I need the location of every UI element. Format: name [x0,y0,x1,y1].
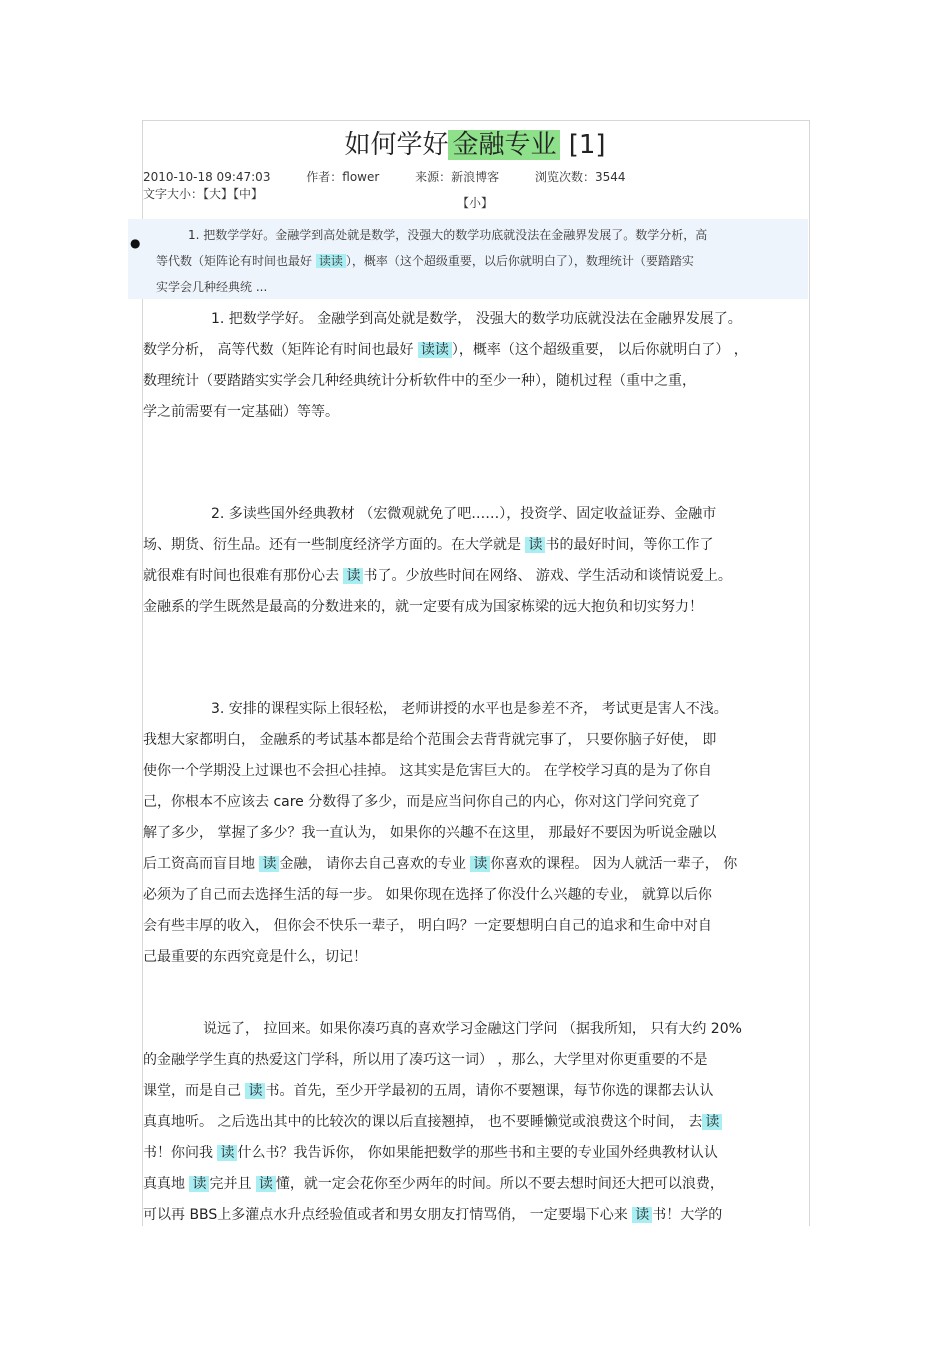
text-line: 己，你根本不应该去 care 分数得了多少，而是应当问你自己的内心，你对这门学问究竟了 [143,794,701,810]
text-run: 金融， 请你去自己喜欢的专业 [279,856,471,872]
text-run: 课堂，而是自己 [143,1083,246,1099]
text-line [143,1200,823,1231]
summary-line: 实学会几种经典统 ... [156,280,268,294]
text-line: 说远了， 拉回来。如果你凑巧真的喜欢学习金融这门学问 （据我所知， 只有大约 20% [203,1021,742,1037]
text-line: 数理统计（要踏踏实实学会几种经典统计分析软件中的至少一种），随机过程（重中之重， [143,373,696,389]
highlight: 读 [470,856,490,872]
text-line: 金融系的学生既然是最高的分数进来的，就一定要有成为国家栋梁的远大抱负和切实努力！ [143,599,703,615]
text-line [143,1138,823,1169]
summary-highlight: 读读 [316,254,346,268]
text-run: 真真地 [143,1176,190,1192]
text-run: 完并且 [209,1176,256,1192]
text-run: 你喜欢的课程。 因为人就活一辈子， 你 [490,856,738,872]
highlight: 读读 [418,342,452,358]
paragraph-3 [143,694,823,973]
text-line [143,561,823,592]
text-line: 1. 把数学学好。 金融学到高处就是数学， 没强大的数学功底就没法在金融界发展了。 [211,311,742,327]
font-size-options[interactable]: 文字大小：【大】【中】 [143,187,264,201]
meta-author: 作者：flower [306,170,380,184]
highlight: 读 [259,856,279,872]
text-line: 3. 安排的课程实际上很轻松， 老师讲授的水平也是参差不齐， 考试更是害人不浅。 [211,701,728,717]
highlight: 读 [217,1145,237,1161]
text-line [143,1169,823,1200]
summary-text: ），概率（这个超级重要，以后你就明白了），数理统计（要踏踏实 [345,254,694,268]
text-run: 懂，就一定会花你至少两年的时间。所以不要去想时间还大把可以浪费， [275,1176,724,1192]
text-line: 的金融学学生真的热爱这门学科，所以用了凑巧这一词） ，那么，大学里对你更重要的不是 [143,1052,708,1068]
text-line: 我想大家都明白， 金融系的考试基本都是给个范围会去背背就完事了， 只要你脑子好使， 即 [143,732,717,748]
text-line: 会有些丰厚的收入， 但你会不快乐一辈子， 明白吗？一定要想明白自己的追求和生命中对自 [143,918,712,934]
text-line: 2. 多读些国外经典教材 （宏微观就免了吧……），投资学、固定收益证券、金融市 [211,506,717,522]
bullet-icon: ● [130,236,141,250]
text-run: 就很难有时间也很难有那份心去 [143,568,344,584]
highlight: 读 [189,1176,209,1192]
highlight: 读 [245,1083,265,1099]
summary-box [128,219,808,299]
paragraph-4 [143,1014,823,1231]
highlight: 读 [702,1114,722,1130]
summary-line [156,247,694,276]
text-run: 书的最好时间，等你工作了 [545,537,714,553]
text-line: 解了多少， 掌握了多少？我一直认为， 如果你的兴趣不在这里， 那最好不要因为听说金融以 [143,825,717,841]
text-run: 后工资高而盲目地 [143,856,260,872]
meta-date: 2010-10-18 09:47:03 [143,170,271,184]
text-run: 书。首先，至少开学最初的五周，请你不要翘课，每节你选的课都去认认 [265,1083,714,1099]
meta-source: 来源：新浪博客 [415,170,500,184]
text-line [143,335,823,366]
text-run: 书！大学的 [652,1207,723,1223]
text-run: 场、期货、衍生品。还有一些制度经济学方面的。在大学就是 [143,537,526,553]
summary-text: 等代数（矩阵论有时间也最好 [156,254,313,268]
text-line [143,1107,823,1138]
font-size-small[interactable]: 【小】 [456,196,493,210]
text-run: ），概率（这个超级重要， 以后你就明白了） ， [451,342,748,358]
highlight: 读 [632,1207,652,1223]
highlight: 读 [256,1176,276,1192]
title-suffix: [1] [560,130,606,160]
text-run: 书！你问我 [143,1145,218,1161]
text-line: 使你一个学期没上过课也不会担心挂掉。 这其实是危害巨大的。 在学校学习真的是为了你自 [143,763,712,779]
page-title [0,124,950,161]
text-run: 书了。少放些时间在网络、 游戏、学生活动和谈情说爱上。 [363,568,732,584]
text-run: 可以再 BBS上多灌点水升点经验值或者和男女朋友打情骂俏， 一定要塌下心来 [143,1207,633,1223]
text-line: 学之前需要有一定基础）等等。 [143,404,339,420]
text-run: 什么书？我告诉你， 你如果能把数学的那些书和主要的专业国外经典教材认认 [237,1145,718,1161]
summary-line: 1. 把数学学好。金融学到高处就是数学，没强大的数学功底就没法在金融界发展了。数学分析，高 [188,228,708,242]
text-line: 己最重要的东西究竟是什么，切记！ [143,949,367,965]
text-line: 必须为了自己而去选择生活的每一步。 如果你现在选择了你没什么兴趣的专业， 就算以后你 [143,887,712,903]
paragraph-1 [143,304,823,428]
text-line [143,530,823,561]
text-line [143,1076,823,1107]
text-line [143,849,823,880]
meta-views: 浏览次数：3544 [535,170,626,184]
title-highlight: 金融专业 [448,130,560,160]
text-run: 真真地听。 之后选出其中的比较次的课以后直接翘掉， 也不要睡懒觉或浪费这个时间， 去 [143,1114,703,1130]
title-prefix: 如何学好 [344,130,449,160]
text-run: 数学分析， 高等代数（矩阵论有时间也最好 [143,342,418,358]
highlight: 读 [525,537,545,553]
highlight: 读 [343,568,363,584]
paragraph-2 [143,499,823,623]
